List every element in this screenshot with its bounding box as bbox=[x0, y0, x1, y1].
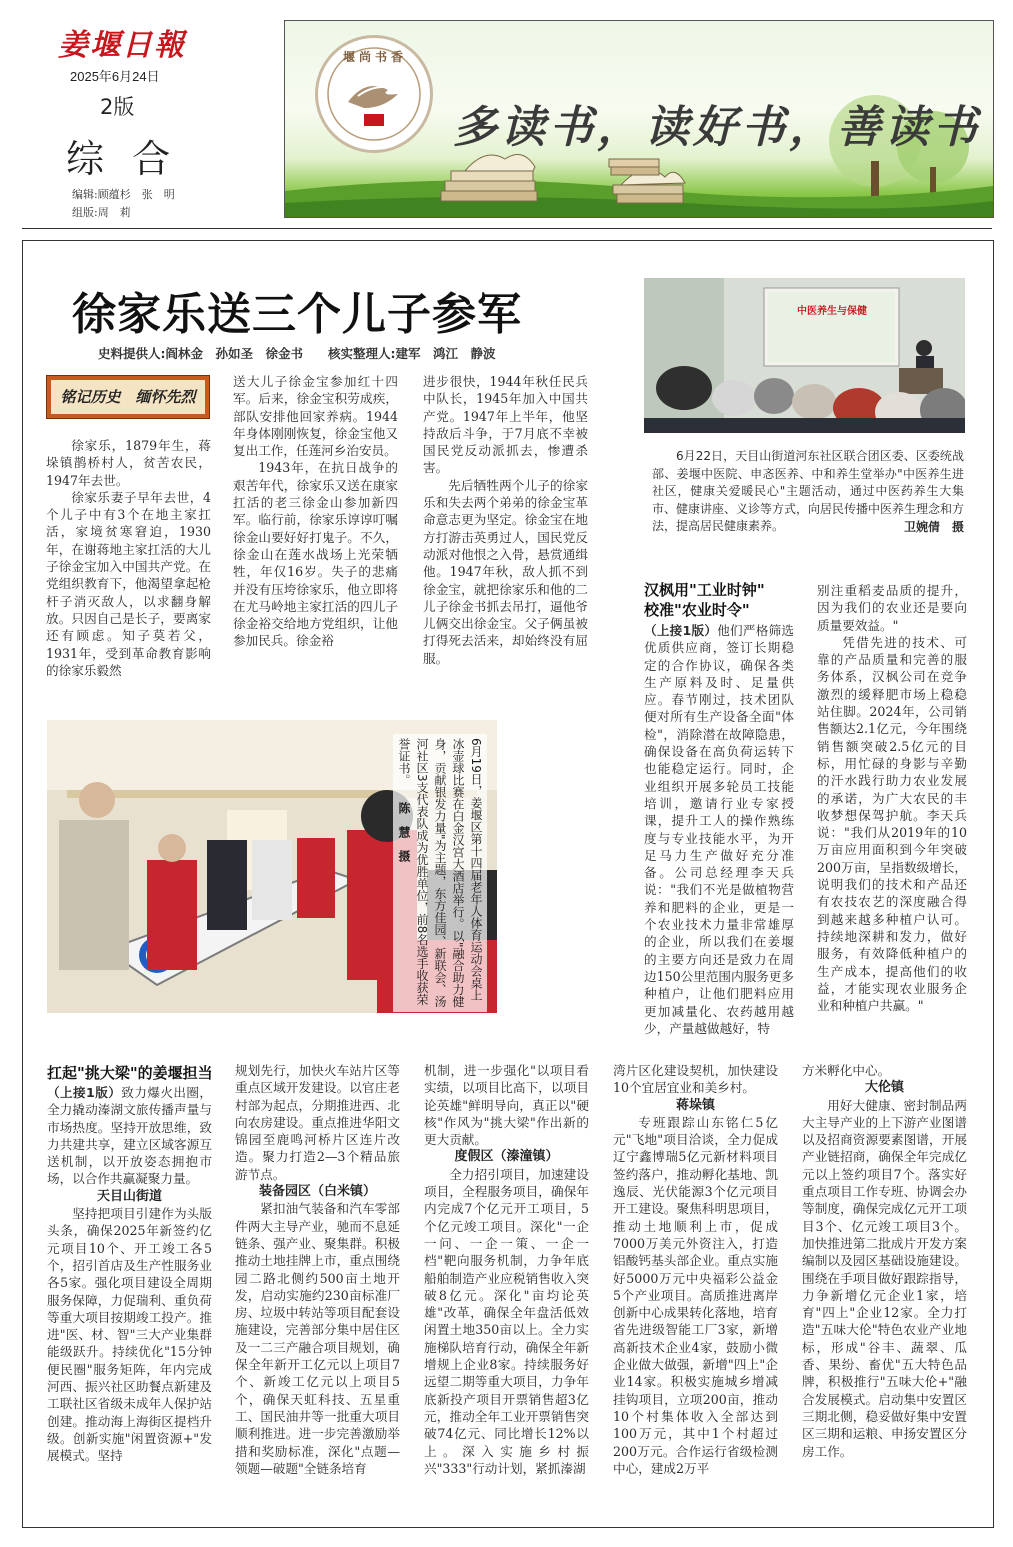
issue-date: 2025年6月24日 bbox=[70, 69, 160, 84]
subheading: 天目山街道 bbox=[96, 1188, 162, 1204]
article3-col3 bbox=[424, 1062, 589, 1477]
paragraph: 规划先行，加快火车站片区等重点区域开发建设。以官庄老村部为起点，分期推进西、北向农房建设。重点推进华阳文锦园至鹿鸣河桥片区连片改造。聚力打造2—3个精品旅游节点。 bbox=[235, 1063, 400, 1182]
masthead bbox=[0, 0, 1013, 230]
header-rule bbox=[22, 228, 992, 229]
paragraph: 1943年，在抗日战争的艰苦年代，徐家乐又送在康家扛活的老三徐金山参加新四军。临行前，徐家乐谆谆叮嘱徐金山要好好打鬼子。不久，徐金山在莲水战场上光荣牺牲，年仅16岁。失子的悲痛并没有压垮徐家乐，他立即将在尤马岭地主家扛活的四儿子徐金裕交给地方党组织，让他参加民兵。徐金裕 bbox=[233, 460, 398, 649]
article2-title-line2: 校准"农业时令" bbox=[644, 601, 750, 619]
paragraph: 专班跟踪山东铭仁5亿元"飞地"项目洽谈，全力促成辽宁鑫博瑞5亿元新材料项目签约落户，推动孵化基地、凯逸辰、光伏能源3个亿元项目开工建设。聚焦科明思项目，推动土地顺利上市，促成7000万美元外资注入，打造铝酸钙基头部企业。重点实施好5000万元中央福彩公益金5个产业项目。高质推进离岸创新中心成果转化落地，培育省先进级智能工厂3家，新增高新技术企业4家，鼓励小微企业做大做强，新增"四上"企业14家。积极实施城乡增减挂钩项目，立项200亩，推动10个村集体收入全部达到100万元，其中1个村超过200万元。合作运行省级检测中心，建成2万平 bbox=[613, 1114, 778, 1476]
subheading: 蒋垛镇 bbox=[675, 1097, 715, 1113]
article1-byline: 史料提供人:阎林金 孙如圣 徐金书 核实整理人:建军 鸿江 静波 bbox=[98, 346, 496, 361]
caption-text: 6月19日，姜堰区第十四届老年人体育运动会桌上冰壶球比赛在白金汉宫大酒店举行。以"融合助力健身，贡献银发力量"为主题，东方佳园、新联会、汤河社区3支代表队成为优胜单位，前8名选手收获荣誉证书。 bbox=[397, 738, 483, 1008]
article1-col3 bbox=[423, 373, 588, 667]
banner-slogan: 多读书，读好书，善读书 bbox=[453, 102, 981, 153]
photo-health-lecture bbox=[644, 278, 965, 433]
seal-text: 堰尚书香 bbox=[342, 50, 407, 64]
paragraph: 先后牺牲两个儿子的徐家乐和失去两个弟弟的徐金宝革命意志更为坚定。徐金宝在地方打游击英勇过人，国民党反动派对他恨之入骨，悬赏通缉他。1947年秋，敌人抓不到徐金宝，就把徐家乐和他的二儿子徐金书抓去吊打，逼他爷儿俩交出徐金宝。父子俩虽被打得死去活来，却始终没有屈服。 bbox=[423, 477, 588, 666]
subheading: 度假区（溱潼镇） bbox=[454, 1149, 559, 1165]
paragraph: 送大儿子徐金宝参加红十四军。后来，徐金宝积劳成疾，部队安排他回家养病。1944年身体刚刚恢复，徐金宝他又复出工作，任莲河乡治安员。 bbox=[233, 374, 398, 459]
caption-text: 6月22日，天目山街道河东社区联合团区委、区委统战部、姜堰中医院、申忞医养、中和养生堂举办"中医养生进社区，健康关爱暖民心"主题活动，通过中医药养生大集市、健康讲座、义诊等方式，向居民传播中医养生理念和方法，提高居民健康素养。 bbox=[652, 449, 965, 533]
article3-col2 bbox=[235, 1062, 400, 1477]
continued-tag: （上接1版） bbox=[47, 1085, 122, 1100]
photo-credit: 陈 慧 摄 bbox=[397, 801, 411, 862]
column-tag bbox=[46, 375, 210, 419]
paragraph: 湾片区化建设契机，加快建设10个宜居宜业和美乡村。 bbox=[613, 1063, 778, 1096]
article3-col4 bbox=[613, 1062, 778, 1477]
column-tag-text: 铭记历史 缅怀先烈 bbox=[60, 388, 196, 406]
continued-tag: （上接1版） bbox=[644, 623, 718, 638]
article3-col5 bbox=[802, 1062, 967, 1460]
seal-logo bbox=[315, 35, 433, 153]
article1-title: 徐家乐送三个儿子参军 bbox=[72, 289, 522, 340]
page-number: 2版 bbox=[100, 95, 135, 119]
photo2-caption bbox=[393, 734, 487, 1012]
paragraph: 用好大健康、密封制品两大主导产业的上下游产业图谱以及招商资源要素图谱，开展产业链招商，确保全年完成亿元以上签约项目7个。落实好重点项目工作专班、协调会办等制度，确保完成亿元开工项目3个、亿元竣工项目3个。加快推进第二批成片开发方案编制以及园区基础设施建设。围绕在手项目做好跟踪指导，力争新增亿元企业1家，培育"四上"企业12家。全力打造"五味大伦"特色农业产业地标，形成"谷丰、蔬翠、瓜香、果纷、畜优"五大特色品牌，积极推行"五味大伦+"融合发展模式。启动集中安置区三期北侧，稳妥做好集中安置区三期和运粮、申扬安置区分房工作。 bbox=[802, 1097, 967, 1459]
article3-title: 扛起"挑大梁"的姜堰担当 bbox=[47, 1064, 213, 1082]
paragraph: 坚持把项目引建作为头版头条，确保2025年新签约亿元项目10个、开工竣工各5个，招引首店及生产性服务业各5家。强化项目建设全周期服务保障，力促瑞利、重负荷等重大项目按期竣工投产。推进"医、材、智"三大产业集群能级跃升。持续优化"15分钟便民圈"服务矩阵，年内完成河西、振兴社区助餐点新建及工联社区省级未成年人保护站创建。推动海上海街区提档升级。创新实施"闲置资源+"发展模式。坚持 bbox=[47, 1206, 212, 1464]
photo-credit: 卫婉倩 摄 bbox=[903, 519, 964, 534]
article2-title-line1: 汉枫用"工业时钟" bbox=[644, 581, 765, 599]
paragraph: 凭借先进的技术、可靠的产品质量和完善的服务体系，汉枫公司在竞争激烈的缓释肥市场上稳稳站住脚。2024年，公司销售额达2.1亿元，今年围绕销售额突破2.5亿元的目标，用忙碌的身影与辛勤的汗水践行助力农业发展的承诺，为广大农民的丰收梦想保驾护航。李天兵说："我们从2019年的10万亩应用面积到今年突破200万亩，呈指数级增长，说明我们的技术和产品还有农技农艺的深度融合得到越来越多种植户认可。持续地深耕和发力，做好服务，有效降低种植户的生产成本，提高他们的收益，才能实现农业服务企业和种植户共赢。" bbox=[817, 634, 967, 1014]
article1-col1 bbox=[46, 437, 211, 679]
editors-line: 编辑:顾蕴杉 张 明 bbox=[72, 188, 175, 201]
subheading: 装备园区（白米镇） bbox=[258, 1184, 376, 1200]
article2-col2 bbox=[817, 582, 967, 1014]
article2-title bbox=[644, 580, 804, 620]
paragraph: 徐家乐妻子早年去世，4个儿子中有3个在地主家扛活，家境贫寒窘迫，1930年，在谢蒋地主家扛活的大儿子徐金宝加入中国共产党。在党组织教育下，他渴望拿起枪杆子消灭敌人，以求翻身解放。只因自己是长子，要离家还有顾虑。知子莫若父，1931年，受到革命教育影响的徐家乐毅然 bbox=[46, 489, 211, 678]
paragraph: 进步很快，1944年秋任民兵中队长，1945年加入中国共产党。1947年上半年，他坚持敌后斗争，于7月底不幸被国民党反动派抓去，惨遭杀害。 bbox=[423, 374, 588, 476]
section-name: 综 合 bbox=[66, 137, 179, 181]
paragraph: 紧扣油气装备和汽车零部件两大主导产业，驰而不息延链条、强产业、聚集群。积极推动土地挂牌上市，重点围绕园二路北侧约500亩土地开发，启动实施约230亩标准厂房、垃圾中转站等项目配套设施建设，完善部分集中居住区及一二三产融合项目规划，确保全年新开工亿元以上项目7个、新竣工亿元以上项目5个，确保天虹科技、五星重工、国民油井等一批重大项目顺利推进。进一步完善激励举措和奖励标准，深化"点题—领题—破题"全链条培育 bbox=[235, 1201, 400, 1476]
article3-col1 bbox=[47, 1084, 212, 1465]
photo-curling-game bbox=[47, 720, 497, 1013]
article2-col1 bbox=[644, 622, 794, 1037]
layout-line: 组版:周 莉 bbox=[72, 206, 131, 219]
subheading: 大伦镇 bbox=[864, 1080, 904, 1096]
paragraph: 致力爆火出圈，全力撬动溱湖文旅传播声量与市场热度。坚持开放思维，致力共建共享，建立区域客源互送机制，以开放姿态拥抱市场，以合作共赢凝聚力量。 bbox=[47, 1085, 213, 1187]
photo1-caption bbox=[652, 448, 964, 536]
reading-banner bbox=[284, 20, 994, 218]
paragraph: 徐家乐，1879年生，蒋垛镇鹊桥村人，贫苦农民，1947年去世。 bbox=[46, 438, 211, 488]
paragraph: 机制，进一步强化"以项目看实绩，以项目比高下，以项目论英雄"鲜明导向，真正以"硬核"作风为"挑大梁"作出新的更大贡献。 bbox=[424, 1063, 589, 1148]
screen-text: 中医养生与保健 bbox=[797, 306, 867, 317]
paragraph: 他们严格筛选优质供应商，签订长期稳定的合作协议，确保各类生产原料及时、足量供应。春节刚过，技术团队便对所有生产设备全面"体检"，消除潜在故障隐患，确保设备在高负荷运转下也能稳定运行。同时，企业组织开展多轮员工技能培训，邀请行业专家授课，提升工人的操作熟练度与专业技能水平，为开足马力生产做好充分准备。公司总经理李天兵说："我们不光是做植物营养和肥料的企业，更是一个农业技术力量非常雄厚的企业，所以我们在姜堰的主要方向还是致力在周边150公里范围内服务更多种植户，让他们肥料应用更加减量化、农药越用越少，产量越做越好，特 bbox=[644, 623, 795, 1036]
paragraph: 别注重稻麦品质的提升，因为我们的农业还是要向质量要效益。" bbox=[817, 583, 967, 633]
paper-name-logo: 姜堰日報 bbox=[58, 28, 186, 63]
paragraph: 全力招引项目，加速建设项目，全程服务项目，确保年内完成7个亿元开工项目，5个亿元竣工项目。深化"一企一问、一企一策、一企一档"靶向服务机制，力争年底船舶制造产业应税销售收入突破8亿元。深化"亩均论英雄"改革，确保全年盘活低效闲置土地350亩以上。全力实施梯队培育行动，确保全年新增规上企业8家。持续服务好远望二期等重大项目，力争年底新投产项目开票销售超3亿元，推动全年工业开票销售突破74亿元、同比增长12%以上。深入实施乡村振兴"333"行动计划，紧抓溱湖 bbox=[424, 1166, 589, 1476]
article1-col2 bbox=[233, 373, 398, 650]
paragraph: 方米孵化中心。 bbox=[802, 1063, 891, 1078]
